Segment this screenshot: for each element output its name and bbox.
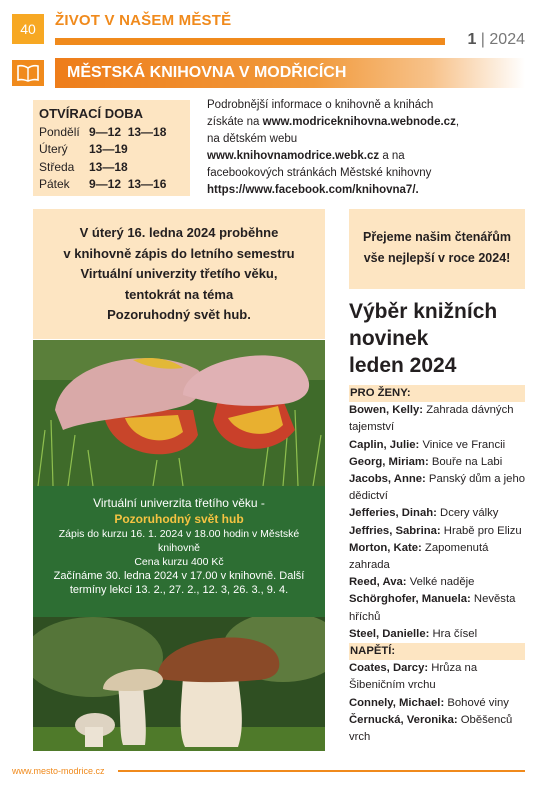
- hours-row: [39, 123, 184, 141]
- facebook-link[interactable]: https://www.facebook.com/knihovna7/.: [207, 184, 419, 196]
- title-line: leden 2024: [349, 354, 457, 377]
- info-text: ,: [455, 116, 460, 128]
- announcement-line: Virtuální univerzity třetího věku,: [80, 266, 278, 281]
- info-text: a na: [379, 150, 405, 162]
- book-item: [349, 591, 525, 625]
- book-author: Schörghofer, Manuela:: [349, 593, 471, 606]
- info-line: [207, 148, 527, 165]
- open-book-icon: [12, 60, 44, 86]
- book-title: Vinice ve Francii: [419, 438, 506, 451]
- book-author: Morton, Kate:: [349, 541, 422, 554]
- info-text: získáte na: [207, 116, 263, 128]
- book-item: [349, 505, 525, 522]
- book-author: Coates, Darcy:: [349, 662, 429, 675]
- book-item: [349, 402, 525, 436]
- hours-time: 13—19: [89, 142, 128, 157]
- course-box: [33, 486, 325, 617]
- book-item: [349, 695, 525, 712]
- hours-time: 13—18: [89, 159, 128, 174]
- info-line: na dětském webu: [207, 133, 298, 145]
- mushroom-photo-bottom: [33, 617, 325, 751]
- book-title: Hra čísel: [429, 627, 478, 640]
- library-web-link[interactable]: www.modriceknihovna.webnode.cz: [262, 116, 456, 128]
- page-number: 40: [12, 14, 44, 44]
- book-author: Jefferies, Dinah:: [349, 507, 437, 520]
- course-title: Virtuální univerzita třetího věku -: [93, 496, 265, 510]
- category-heading: PRO ŽENY:: [349, 385, 525, 402]
- title-line: novinek: [349, 327, 429, 350]
- book-author: Georg, Miriam:: [349, 455, 429, 468]
- issue-year: 2024: [489, 31, 525, 48]
- footer-rule: [118, 770, 525, 772]
- issue-separator: |: [476, 31, 490, 48]
- book-item: [349, 712, 525, 746]
- book-item: [349, 523, 525, 540]
- book-author: Caplin, Julie:: [349, 438, 420, 451]
- book-item: [349, 626, 525, 643]
- course-subtitle: Pozoruhodný svět hub: [114, 512, 244, 526]
- issue-number: 1: [467, 31, 477, 48]
- new-books-list: [349, 385, 525, 746]
- info-line: Podrobnější informace o knihovně a knihách: [207, 99, 434, 111]
- header-rule: [55, 38, 445, 45]
- book-item: [349, 437, 525, 454]
- section-title: ŽIVOT V NAŠEM MĚSTĚ: [55, 12, 232, 29]
- announcement-line: tentokrát na téma: [124, 286, 234, 302]
- hours-row: [39, 141, 184, 159]
- wish-line: Přejeme našim čtenářům: [363, 230, 511, 244]
- category-heading: NAPĚTÍ:: [349, 643, 525, 660]
- hours-time: 9—12 13—16: [89, 177, 167, 192]
- book-title: Bohové viny: [444, 696, 509, 709]
- course-price: Cena kurzu 400 Kč: [134, 556, 224, 568]
- book-author: Jeffries, Sabrina:: [349, 524, 441, 537]
- mushroom-photo-top: [33, 340, 325, 486]
- new-books-title: [349, 298, 497, 379]
- footer-link[interactable]: www.mesto-modrice.cz: [12, 766, 105, 776]
- info-line: [207, 182, 527, 199]
- book-author: Jacobs, Anne:: [349, 473, 426, 486]
- book-author: Reed, Ava:: [349, 576, 407, 589]
- kids-web-link[interactable]: www.knihovnamodrice.webk.cz: [207, 150, 380, 162]
- library-info: [207, 97, 527, 199]
- book-item: [349, 660, 525, 694]
- book-title: Panský dům a jeho dědictví: [349, 473, 526, 503]
- book-title: Velké naděje: [406, 576, 475, 589]
- issue-label: [467, 31, 525, 49]
- course-schedule: Začínáme 30. ledna 2024 v 17.00 v knihovně. Další termíny lekcí 13. 2., 27. 2., 12. 3, 26. 3., 9. 4.: [53, 570, 305, 596]
- announcement-line: v knihovně zápis do letního semestru: [63, 245, 295, 261]
- title-line: Výběr knižních: [349, 300, 498, 323]
- info-line: [207, 114, 527, 131]
- hours-row: [39, 158, 184, 176]
- announcement-box: [33, 209, 325, 339]
- book-author: Steel, Danielle:: [349, 627, 430, 640]
- book-title: Dcery války: [436, 507, 499, 520]
- section-banner: [55, 58, 525, 88]
- book-author: Connely, Michael:: [349, 696, 445, 709]
- book-title: Hrabě pro Elizu: [440, 524, 522, 537]
- hours-day: Pátek: [39, 177, 70, 192]
- wish-line: vše nejlepší v roce 2024!: [363, 251, 511, 265]
- book-title: Zahrada dávných tajemství: [349, 404, 514, 434]
- info-line: facebookových stránkách Městské knihovny: [207, 167, 432, 179]
- book-item: [349, 540, 525, 574]
- hours-day: Středa: [39, 159, 75, 174]
- new-year-wish-box: [349, 209, 525, 289]
- opening-hours-box: [33, 100, 190, 196]
- hours-time: 9—12 13—18: [89, 124, 167, 139]
- book-item: [349, 574, 525, 591]
- hours-day: Úterý: [39, 142, 68, 157]
- book-item: [349, 471, 525, 505]
- hours-row: [39, 176, 184, 194]
- book-author: Černucká, Veronika:: [349, 713, 458, 726]
- banner-title: MĚSTSKÁ KNIHOVNA V MODŘICÍCH: [67, 64, 347, 81]
- opening-hours-title: OTVÍRACÍ DOBA: [39, 106, 143, 121]
- book-title: Bouře na Labi: [428, 455, 503, 468]
- book-title: Nevěsta hříchů: [349, 593, 516, 623]
- announcement-line: Pozoruhodný svět hub.: [107, 307, 251, 322]
- book-author: Bowen, Kelly:: [349, 404, 424, 417]
- book-item: [349, 454, 525, 471]
- book-title: Zapomenutá zahrada: [349, 541, 489, 572]
- announcement-line: V úterý 16. ledna 2024 proběhne: [79, 225, 279, 240]
- book-title: Hrůza na Šibeničním vrchu: [349, 662, 478, 692]
- book-title: Oběšenců vrch: [349, 713, 513, 744]
- course-enrollment: Zápis do kurzu 16. 1. 2024 v 18.00 hodin v Městské knihovně: [58, 528, 300, 554]
- hours-day: Pondělí: [39, 124, 80, 139]
